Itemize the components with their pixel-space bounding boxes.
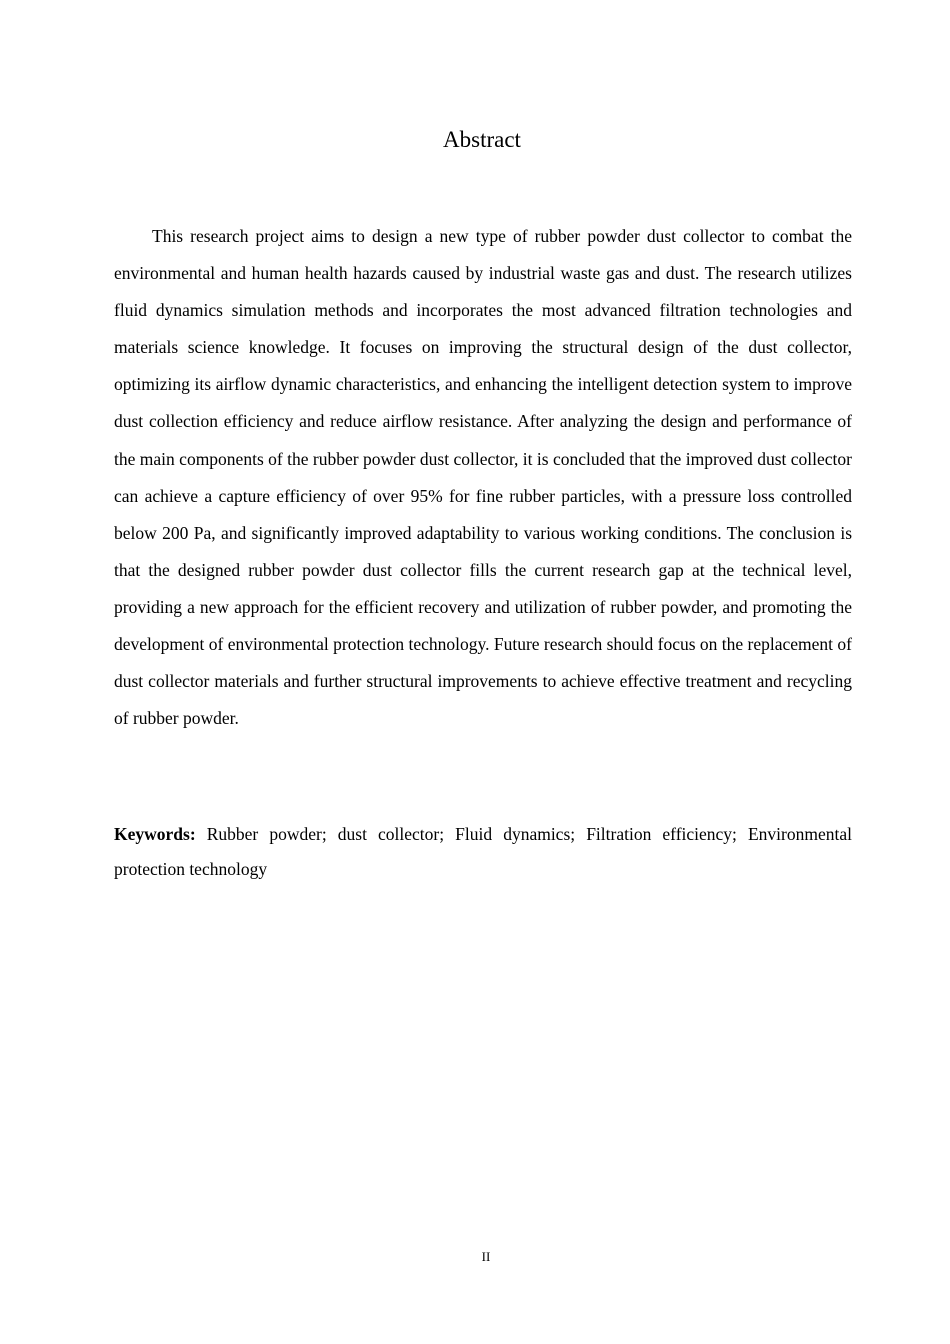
page-number: II [481,1249,491,1264]
abstract-title: Abstract [443,127,521,152]
abstract-body: This research project aims to design a new type of rubber powder dust collector to combat the environmental and human health hazards caused by industrial waste gas and dust. The research utilizes fluid dynamics simulation methods and incorporates the most advanced filtration technologies and materials science knowledge. It focuses on improving the structural design of the dust collector, optimizing its airflow dynamic characteristics, and enhancing the intelligent detection system to improve dust collection efficiency and reduce airflow resistance. After analyzing the design and performance of the main components of the rubber powder dust collector, it is concluded that the improved dust collector can achieve a capture efficiency of over 95% for fine rubber particles, with a pressure loss controlled below 200 Pa, and significantly improved adaptability to various working conditions. The conclusion is that the designed rubber powder dust collector fills the current research gap at the technical level, providing a new approach for the efficient recovery and utilization of rubber powder, and promoting the development of environmental protection technology. Future research should focus on the replacement of dust collector materials and further structural improvements to achieve effective treatment and recycling of rubber powder. [114,226,852,729]
keywords-label: Keywords: [114,824,196,844]
keywords-paragraph [114,817,852,887]
keywords-text: Rubber powder; dust collector; Fluid dynamics; Filtration efficiency; Environmental protection technology [114,824,852,879]
